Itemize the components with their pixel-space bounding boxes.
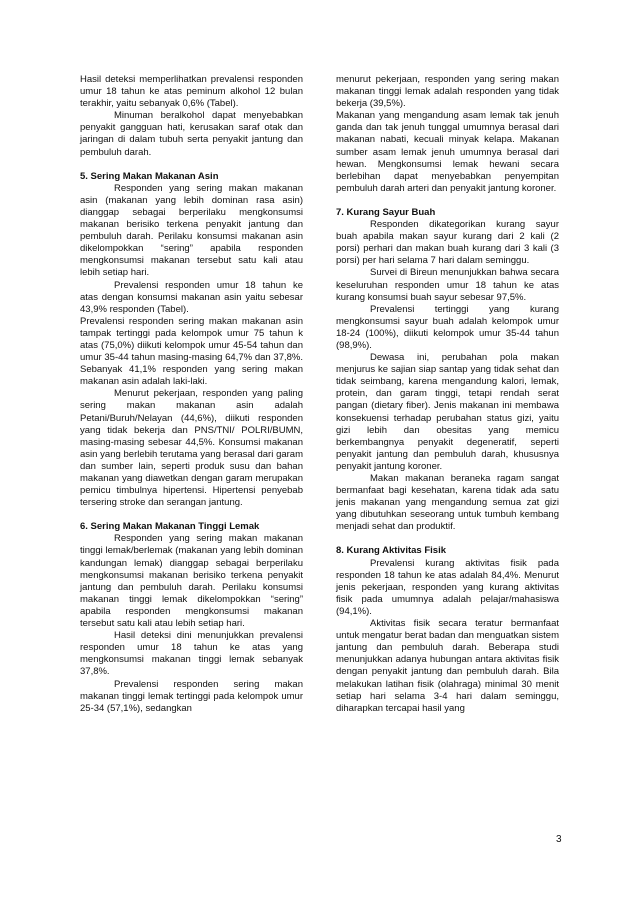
paragraph: Minuman beralkohol dapat menyebabkan penyakit gangguan hati, kerusakan saraf otak dan jaringan di dalam tubuh serta penyakit jantung dan pembuluh darah. [80,110,303,158]
paragraph: Survei di Bireun menunjukkan bahwa secara keseluruhan responden umur 18 tahun ke atas kurang konsumsi buah sayur sebesar 97,5%. [336,267,559,303]
paragraph: Prevalensi responden sering makan makanan tinggi lemak tertinggi pada kelompok umur 25-34 (57,1%), sedangkan [80,678,303,714]
paragraph: Makan makanan beraneka ragam sangat bermanfaat bagi kesehatan, karena tidak ada satu jenis makanan yang mengandung semua zat gizi yang dibutuhkan seseorang untuk tumbuh kembang menjadi sehat dan produktif. [336,473,559,533]
paragraph: Prevalensi tertinggi yang kurang mengkonsumsi sayur buah adalah kelompok umur 18-24 (100%), diikuti kelompok umur 35-44 tahun (98,9%). [336,303,559,351]
paragraph: Prevalensi responden umur 18 tahun ke atas dengan konsumsi makanan asin yaitu sebesar 43,9% responden (Tabel). [80,279,303,315]
paragraph: Makanan yang mengandung asam lemak tak jenuh ganda dan tak jenuh tunggal umumnya berasal dari makanan nabati, kecuali minyak kelapa. Makanan sumber asam lemak jenuh umumnya berasal dari hewan. Mengkonsumsi lemak hewani secara berlebihan dapat menyebabkan penyempitan pembuluh darah arteri dan penyakit jantung koroner. [336,110,559,194]
paragraph: Responden dikategorikan kurang sayur buah apabila makan sayur kurang dari 2 kali (2 porsi) perhari dan makan buah kurang dari 3 kali (3 porsi) per hari selama 7 hari dalam seminggu. [336,219,559,267]
page-number: 3 [556,834,562,845]
paragraph: Dewasa ini, perubahan pola makan menjurus ke sajian siap santap yang tidak sehat dan tidak seimbang, karena mengandung kalori, lemak, protein, dan garam tinggi, tetapi rendah serat pangan (dietary fiber). Jenis makanan ini membawa konsekuensi terhadap perubahan status gizi, yaitu gizi lebih dan obesitas yang memicu berkembangnya penyakit degeneratif, seperti penyakit jantung dan pembuluh darah, khususnya penyakit jantung koroner. [336,352,559,472]
paragraph: menurut pekerjaan, responden yang sering makan makanan tinggi lemak adalah responden yang tidak bekerja (39,5%). [336,74,559,110]
left-column [80,74,303,715]
paragraph: Hasil deteksi dini menunjukkan prevalensi responden umur 18 tahun ke atas yang mengkonsumsi makanan tinggi lemak sebanyak 37,8%. [80,630,303,678]
section-heading-7: 7. Kurang Sayur Buah [336,206,436,218]
paragraph: Prevalensi kurang aktivitas fisik pada responden 18 tahun ke atas adalah 84,4%. Menurut jenis pekerjaan, responden yang kurang aktivitas fisik pada umumnya adalah pelajar/mahasiswa (94,1%). [336,557,559,617]
right-column [336,74,559,715]
paragraph: Hasil deteksi memperlihatkan prevalensi responden umur 18 tahun ke atas peminum alkohol 12 bulan terakhir, yaitu sebanyak 0,6% (Tabel). [80,74,303,110]
section-heading-6: 6. Sering Makan Makanan Tinggi Lemak [80,521,260,533]
paragraph: Menurut pekerjaan, responden yang paling sering makan makanan asin adalah Petani/Buruh/Nelayan (44,6%), diikuti responden yang tidak bekerja dan PNS/TNI/ POLRI/BUMN, masing-masing sebesar 44,5%. Konsumsi makanan asin yang berlebih terutama yang berasal dari garam dan sumber lain, seperti produk susu dan bahan makanan yang diawetkan dengan garam merupakan pemicu timbulnya hipertensi. Hipertensi penyebab tersering stroke dan serangan jantung. [80,388,303,509]
section-heading-5: 5. Sering Makan Makanan Asin [80,170,219,182]
paragraph: Prevalensi responden sering makan makanan asin tampak tertinggi pada kelompok umur 75 tahun k atas (75,0%) diikuti kelompok umur 45-54 tahun dan umur 35-44 tahun masing-masing 64,7% dan 37,8%. Sebanyak 41,1% responden yang sering makan makanan asin adalah laki-laki. [80,315,303,388]
section-heading-8: 8. Kurang Aktivitas Fisik [336,545,446,557]
paragraph: Responden yang sering makan makanan tinggi lemak/berlemak (makanan yang lebih dominan kandungan lemak) dianggap sebagai berperilaku mengkonsumsi makanan berisiko terkena penyakit jantung dan pembuluh darah. Perilaku konsumsi makanan tinggi lemak dikelompokkan “sering” apabila responden mengkonsumsi makanan tersebut satu kali atau lebih setiap hari. [80,533,303,630]
paragraph: Responden yang sering makan makanan asin (makanan yang lebih dominan rasa asin) dianggap sebagai berperilaku mengkonsumsi makanan berisiko terkena penyakit jantung dan pembuluh darah. Perilaku konsumsi makanan asin dikelompokkan “sering” apabila responden mengkonsumsi makanan tersebut satu kali atau lebih setiap hari. [80,182,303,279]
paragraph: Aktivitas fisik secara teratur bermanfaat untuk mengatur berat badan dan menguatkan sistem jantung dan pembuluh darah. Beberapa studi menunjukkan adanya hubungan antara aktivitas fisik dengan penyakit jantung dan pembuluh darah. Bila melakukan latihan fisik (olahraga) minimal 30 menit setiap hari selama 3-4 hari dalam seminggu, diharapkan tercapai hasil yang [336,618,559,714]
